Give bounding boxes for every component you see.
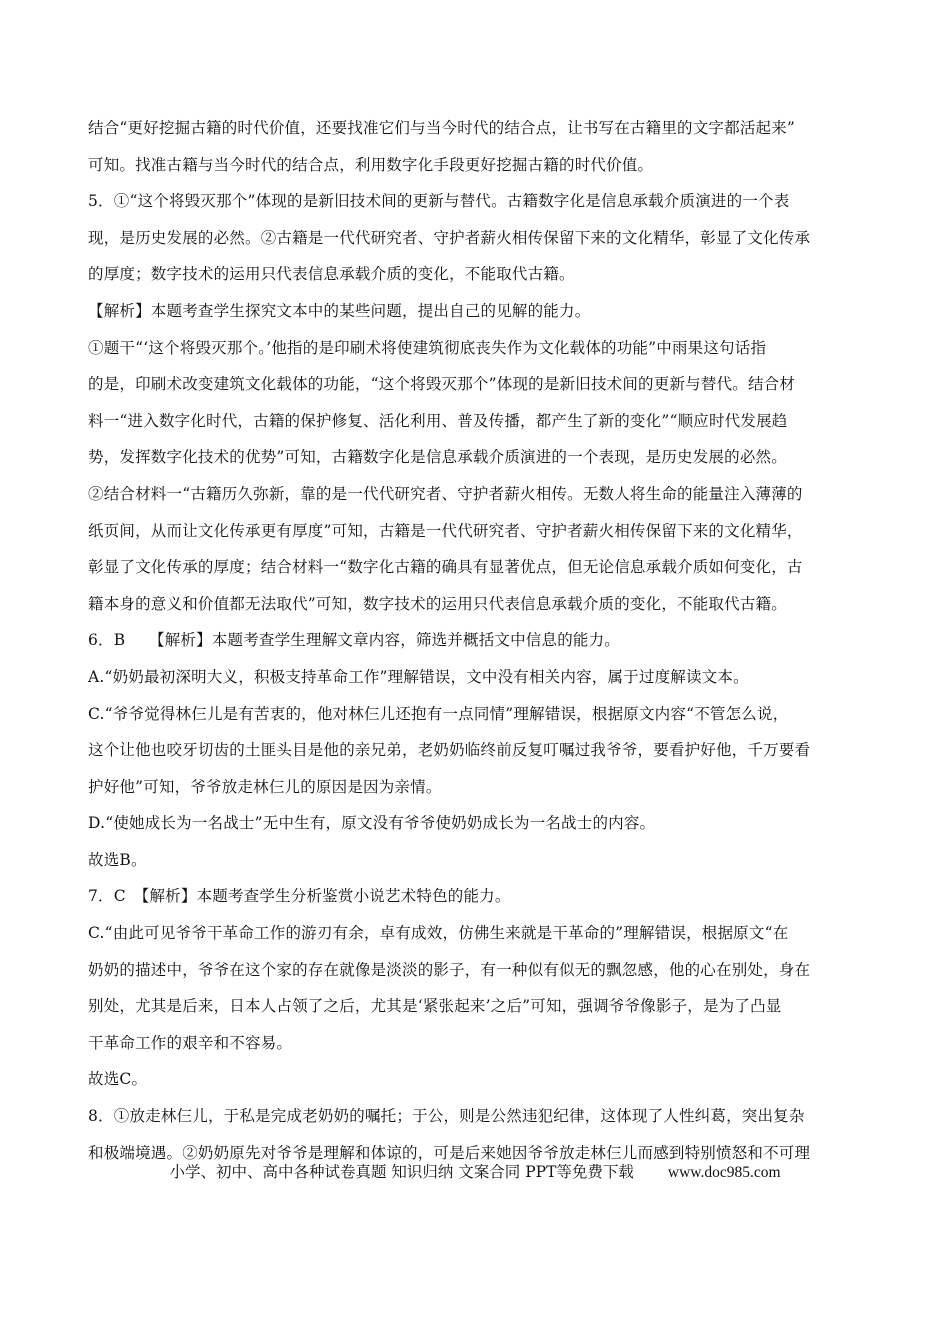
text-line: ①题干“‘这个将毁灭那个。’他指的是印刷术将使建筑彻底丧失作为文化载体的功能”中雨果这句话指 <box>88 338 767 357</box>
text-line: 现，是历史发展的必然。②古籍是一代代研究者、守护者薪火相传保留下来的文化精华，彰显了文化传承 <box>88 228 811 247</box>
text-line: 的是，印刷术改变建筑文化载体的功能，“这个将毁灭那个”体现的是新旧技术间的更新与替代。结合材 <box>88 375 796 394</box>
text-line: 故选B。 <box>88 850 147 869</box>
text-line: 护好他”可知，爷爷放走林仨儿的原因是因为亲情。 <box>88 777 442 796</box>
text-line: ②结合材料一“古籍历久弥新，靠的是一代代研究者、守护者薪火相传。无数人将生命的能量注入薄薄的 <box>88 484 803 503</box>
text-line: 5．①“这个将毁灭那个”体现的是新旧技术间的更新与替代。古籍数字化是信息承载介质演进的一个表 <box>88 192 790 211</box>
text-line: 可知。找准古籍与当今时代的结合点，利用数字化手段更好挖掘古籍的时代价值。 <box>88 155 654 174</box>
text-line: 势，发挥数字化技术的优势”可知，古籍数字化是信息承载介质演进的一个表现，是历史发展的必然。 <box>88 448 787 467</box>
text-line: 这个让他也咬牙切齿的土匪头目是他的亲兄弟，老奶奶临终前反复叮嘱过我爷爷，要看护好他，千万要看 <box>88 741 811 760</box>
text-line: 【解析】本题考查学生探究文本中的某些问题，提出自己的见解的能力。 <box>88 301 591 320</box>
text-line: 别处，尤其是后来，日本人占领了之后，尤其是‘紧张起来’之后”可知，强调爷爷像影子，是为了凸显 <box>88 997 782 1016</box>
text-line: 8．①放走林仨儿，于私是完成老奶奶的嘱托；于公，则是公然违犯纪律，这体现了人性纠葛，突出复杂 <box>88 1107 805 1126</box>
text-line: D.“使她成长为一名战士”无中生有，原文没有爷爷使奶奶成长为一名战士的内容。 <box>88 814 656 833</box>
text-line: 纸页间，从而让文化传承更有厚度”可知，古籍是一代代研究者、守护者薪火相传保留下来的文化精华， <box>88 521 803 540</box>
text-line: 料一“进入数字化时代，古籍的保护修复、活化利用、普及传播，都产生了新的变化”“顺应时代发展趋 <box>88 411 788 430</box>
footer-url[interactable]: www.doc985.com <box>667 1164 781 1181</box>
text-line: 和极端境遇。②奶奶原先对爷爷是理解和体谅的，可是后来她因爷爷放走林仨儿而感到特别愤怒和不可理 <box>88 1143 811 1162</box>
document-body <box>88 110 864 1171</box>
text-line: 故选C。 <box>88 1070 148 1089</box>
text-line: 奶奶的描述中，爷爷在这个家的存在就像是淡淡的影子，有一种似有似无的飘忽感，他的心在别处，身在 <box>88 960 811 979</box>
footer-text: 小学、初中、高中各种试卷真题 知识归纳 文案合同 PPT等免费下载 <box>169 1163 634 1181</box>
text-line: 籍本身的意义和价值都无法取代”可知，数字技术的运用只代表信息承载介质的变化，不能取代古籍。 <box>88 594 787 613</box>
text-line: A.“奶奶最初深明大义，积极支持革命工作”理解错误，文中没有相关内容，属于过度解读文本。 <box>88 667 749 686</box>
text-line: 7．C 【解析】本题考查学生分析鉴赏小说艺术特色的能力。 <box>88 887 511 906</box>
text-line: C.“由此可见爷爷干革命工作的游刃有余，卓有成效，仿佛生来就是干革命的”理解错误，根据原文“在 <box>88 924 789 943</box>
page-footer <box>0 1160 950 1182</box>
text-line: 干革命工作的艰辛和不容易。 <box>88 1033 293 1052</box>
text-line: 6．B 【解析】本题考查学生理解文章内容，筛选并概括文中信息的能力。 <box>88 631 621 650</box>
text-line: C.“爷爷觉得林仨儿是有苦衷的，他对林仨儿还抱有一点同情”理解错误，根据原文内容“不管怎么说， <box>88 704 789 723</box>
text-line: 的厚度；数字技术的运用只代表信息承载介质的变化，不能取代古籍。 <box>88 265 575 284</box>
text-line: 结合“更好挖掘古籍的时代价值，还要找准它们与当今时代的结合点，让书写在古籍里的文字都活起来” <box>88 119 796 137</box>
text-line: 彰显了文化传承的厚度；结合材料一“数字化古籍的确具有显著优点，但无论信息承载介质如何变化，古 <box>88 558 803 577</box>
